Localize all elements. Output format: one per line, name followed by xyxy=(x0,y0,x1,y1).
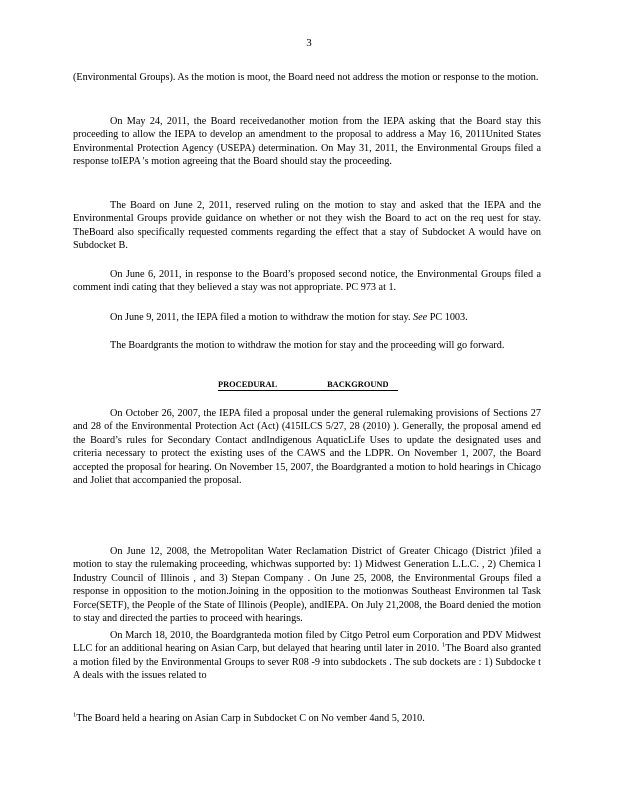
footnote-text: The Board held a hearing on Asian Carp in Subdocket C on No vember 4and 5, 2010. xyxy=(76,713,425,724)
footnote-ref: 1 xyxy=(441,642,446,650)
paragraph-5-cite: PC 1003. xyxy=(429,312,468,323)
paragraph-9-text: On March 18, 2010, the Boardgranteda motion filed by Citgo Petrol eum Corporation and PDV Midwest LLC for an additional hearing on Asian Carp, but delayed that hearing until later in 2010. xyxy=(73,630,541,655)
paragraph-4: On June 6, 2011, in response to the Board’s proposed second notice, the Environmental Groups filed a comment indi cating that they believed a stay was not appropriate. PC 973 at 1. xyxy=(73,269,541,294)
footnote xyxy=(73,712,541,725)
paragraph-7: On October 26, 2007, the IEPA filed a proposal under the general rulemaking provisions of Sections 27 and 28 of the Environmental Protection Act (Act) (415ILCS 5/27, 28 (2010) ). Generally, the proposal amend ed the Board’s rules for Secondary Contact andIndigenous AquaticLife Uses to update the designated uses and criteria necessary to protect the existing uses of the CAWS and the LDPR. On November 1, 2007, the Board accepted the proposal for hearing. On November 15, 2007, the Boardgranted a motion to hold hearings in Chicago and Joliet that accompanied the proposal. xyxy=(73,408,541,487)
paragraph-5-text: On June 9, 2011, the IEPA filed a motion to withdraw the motion for stay. xyxy=(110,312,411,323)
heading-word-2: BACKGROUND xyxy=(327,380,389,389)
paragraph-9 xyxy=(73,629,541,683)
paragraph-2: On May 24, 2011, the Board receivedanother motion from the IEPA asking that the Board stay this proceeding to allow the IEPA to develop an amendment to the proposal to address a May 16, 2011United States Environmental Protection Agency (USEPA) determination. On May 31, 2011, the Environmental Groups filed a response toIEPA 's motion agreeing that the Board should stay the proceeding. xyxy=(73,116,541,168)
section-heading xyxy=(218,380,398,391)
paragraph-3: The Board on June 2, 2011, reserved ruling on the motion to stay and asked that the IEPA and the Environmental Groups provide guidance on whether or not they wish the Board to act on the req uest for stay. TheBoard also specifically requested comments regarding the effect that a stay of Subdocket A would have on Subdocket B. xyxy=(73,200,541,252)
see-signal: See xyxy=(413,312,428,323)
footnote-marker: 1 xyxy=(73,711,77,719)
heading-word-1: PROCEDURAL xyxy=(218,380,278,389)
paragraph-8: On June 12, 2008, the Metropolitan Water Reclamation District of Greater Chicago (District )filed a motion to stay the rulemaking proceeding, whichwas supported by: 1) Midwest Generation L.L.C. , 2) Chemica l Industry Council of Illinois , and 3) Stepan Company . On June 25, 2008, the Environmental Groups filed a response in opposition to the motion.Joining in the opposition to the motionwas Southeast Environmen tal Task Force(SETF), the People of the State of Illinois (People), andIEPA. On July 21,2008, the Board denied the motion to stay and directed the parties to proceed with hearings. xyxy=(73,546,541,625)
paragraph-1: (Environmental Groups). As the motion is moot, the Board need not address the motion or response to the motion. xyxy=(73,72,539,83)
paragraph-5 xyxy=(73,311,541,324)
page-number: 3 xyxy=(306,37,312,49)
paragraph-9-continued: The Board also granted a motion filed by the Environmental Groups to sever R08 -9 into subdockets . The sub dockets are : 1) Subdocke t A deals with the issues related to xyxy=(73,643,542,682)
paragraph-6: The Boardgrants the motion to withdraw the motion for stay and the proceeding will go forward. xyxy=(110,340,505,351)
